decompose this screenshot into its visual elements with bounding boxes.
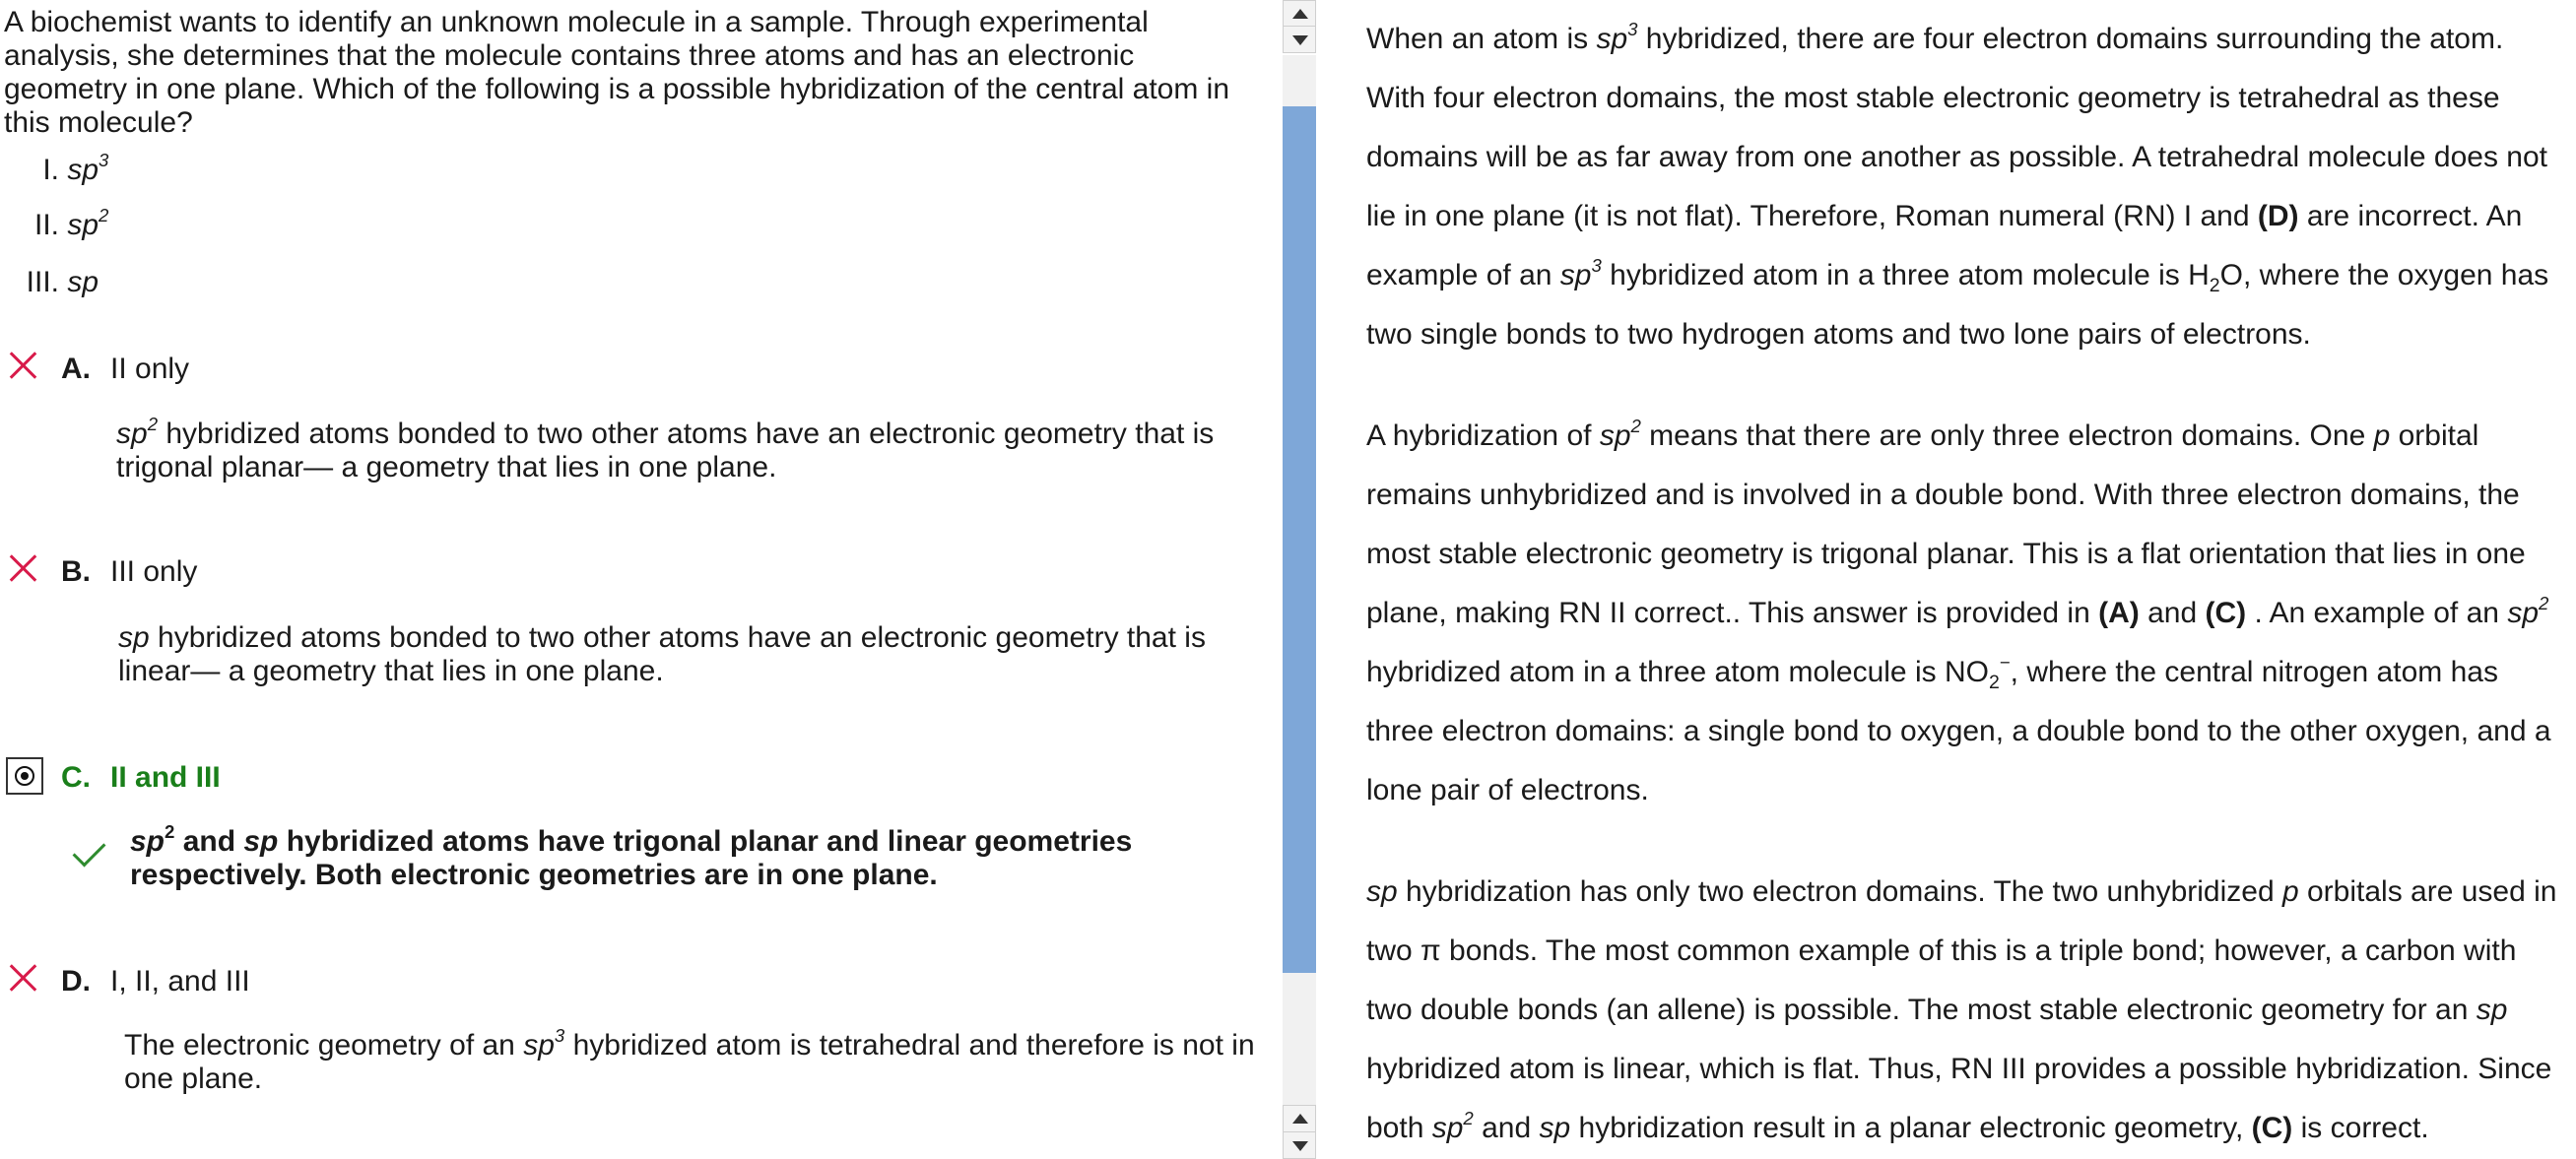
roman-item-ii — [0, 204, 109, 242]
explanation-text: is correct. — [2292, 1112, 2429, 1144]
hybridization-superscript: 2 — [1630, 415, 1641, 436]
roman-item-iii — [0, 266, 99, 299]
explanation-text: hybridized atom is linear, which is flat. Thus, RN III provides a possible hybridization. Since both — [1366, 1053, 2552, 1144]
scroll-down-button[interactable] — [1283, 26, 1316, 53]
question-pane — [0, 0, 1281, 1159]
triangle-up-icon — [1292, 9, 1308, 19]
hybridization-superscript: 2 — [99, 204, 109, 225]
charge-superscript: − — [1999, 651, 2011, 673]
hybridization-label: sp — [67, 154, 99, 186]
choice-a[interactable] — [0, 351, 394, 390]
hybridization-label: sp — [116, 418, 148, 450]
choice-letter: A. — [61, 353, 91, 385]
answer-reference: (A) — [2098, 597, 2140, 629]
choice-text: III only — [110, 555, 198, 588]
explanation-text: A hybridization of — [1366, 419, 1600, 452]
explanation-text: hybridized atom is tetrahedral and therefore is not in one plane. — [124, 1029, 1255, 1095]
explanation-text: orbitals are used in two π bonds. The most common example of this is a triple bond; however, a carbon with two double bonds (an allene) is possible. The most stable electronic geometry for an — [1366, 875, 2557, 1026]
explanation-text: means that there are only three electron domains. One — [1640, 419, 2374, 452]
orbital-label: p — [2373, 419, 2391, 452]
question-stem: A biochemist wants to identify an unknown molecule in a sample. Through experimental analysis, she determines that the molecule contains three atoms and has an electronic geometry in one plane. Which of the following is a possible hybridization of the central atom in this molecule? — [4, 6, 1230, 139]
explanation-paragraph-1 — [1366, 10, 2568, 364]
hybridization-label: sp — [118, 621, 150, 654]
explanation-text: hybridized atoms bonded to two other atoms have an electronic geometry that is linear— a geometry that lies in one plane. — [118, 621, 1206, 687]
subscript: 2 — [2209, 274, 2220, 296]
radio-selected-icon[interactable] — [6, 757, 43, 795]
x-mark-icon — [8, 553, 37, 583]
explanation-text: hybridization has only two electron domains. The two unhybridized — [1397, 875, 2282, 908]
roman-numeral: I. — [42, 154, 59, 186]
choice-b[interactable] — [0, 553, 394, 593]
choice-letter: B. — [61, 555, 91, 588]
explanation-paragraph-2 — [1366, 407, 2568, 820]
explanation-paragraph-3 — [1366, 863, 2568, 1158]
hybridization-superscript: 3 — [1591, 254, 1602, 276]
explanation-text: orbital remains unhybridized and is involved in a double bond. With three electron domains, the most stable electronic geometry is trigonal planar. This is a flat orientation that lies in one plane, making RN II correct.. This answer is provided in — [1366, 419, 2526, 629]
hybridization-superscript: 3 — [1627, 18, 1638, 39]
choice-b-explanation — [118, 621, 1241, 688]
explanation-text: , where the central nitrogen atom has three electron domains: a single bond to oxygen, a double bond to the other oxygen, and a lone pair of electrons. — [1366, 656, 2551, 806]
hybridization-label: sp — [67, 266, 99, 298]
answer-reference: (D) — [2257, 200, 2299, 232]
scroll-up-button[interactable] — [1283, 0, 1316, 28]
hybridization-label: sp — [2507, 597, 2539, 629]
hybridization-label: sp — [1431, 1112, 1464, 1144]
explanation-text: The electronic geometry of an — [124, 1029, 524, 1062]
hybridization-label: sp — [67, 209, 99, 241]
answer-reference: (C) — [2251, 1112, 2293, 1144]
explanation-text: When an atom is — [1366, 23, 1597, 55]
choice-text: II and III — [110, 761, 221, 794]
subscript: 2 — [1988, 671, 2000, 693]
choice-d[interactable] — [0, 963, 394, 1002]
hybridization-label: sp — [243, 825, 279, 858]
choice-c[interactable] — [0, 757, 394, 801]
scroll-thumb[interactable] — [1283, 106, 1316, 973]
explanation-text: and — [1473, 1112, 1540, 1144]
radio-dot — [21, 772, 29, 780]
triangle-down-icon — [1292, 1141, 1308, 1151]
explanation-pane — [1366, 0, 2568, 1159]
hybridization-label: sp — [1366, 875, 1398, 908]
choice-letter: D. — [61, 965, 91, 998]
hybridization-superscript: 2 — [165, 820, 175, 842]
explanation-text: and — [174, 825, 244, 858]
explanation-text: hybridized atom in a three atom molecule is NO — [1366, 656, 1989, 688]
choice-c-explanation — [130, 820, 1253, 892]
choice-text: I, II, and III — [110, 965, 250, 998]
choice-text: II only — [110, 353, 190, 385]
hybridization-superscript: 3 — [99, 149, 109, 170]
hybridization-superscript: 2 — [147, 413, 159, 434]
explanation-text: O, where the oxygen has two single bonds to two hydrogen atoms and two lone pairs of electrons. — [1366, 259, 2549, 351]
explanation-text: . An example of an — [2246, 597, 2508, 629]
orbital-label: p — [2281, 875, 2299, 908]
choice-letter: C. — [61, 761, 91, 794]
radio-ring — [15, 766, 34, 786]
x-mark-icon — [8, 963, 37, 993]
explanation-text: hybridized atom in a three atom molecule is H — [1601, 259, 2210, 291]
scroll-up-button-bottom[interactable] — [1283, 1105, 1316, 1132]
explanation-text: are incorrect. An example of an — [1366, 200, 2523, 291]
explanation-text: hybridization result in a planar electronic geometry, — [1570, 1112, 2252, 1144]
triangle-up-icon — [1292, 1114, 1308, 1124]
hybridization-superscript: 3 — [554, 1024, 565, 1046]
scroll-down-button-bottom[interactable] — [1283, 1131, 1316, 1159]
hybridization-superscript: 2 — [2539, 592, 2549, 613]
hybridization-superscript: 2 — [1463, 1107, 1474, 1128]
roman-item-i — [0, 149, 109, 187]
explanation-scrollbar[interactable] — [1281, 0, 1318, 1159]
hybridization-label: sp — [1559, 259, 1592, 291]
explanation-text: hybridized atoms have trigonal planar and linear geometries respectively. Both electronic geometries are in one plane. — [130, 825, 1133, 891]
answer-reference: (C) — [2205, 597, 2247, 629]
x-mark-icon — [8, 351, 37, 380]
hybridization-label: sp — [523, 1029, 555, 1062]
hybridization-label: sp — [1599, 419, 1631, 452]
roman-numeral: II. — [33, 209, 59, 241]
hybridization-label: sp — [1596, 23, 1628, 55]
check-mark-icon — [77, 835, 110, 859]
triangle-down-icon — [1292, 35, 1308, 45]
explanation-text: hybridized, there are four electron domains surrounding the atom. With four electron domains, the most stable electronic geometry is tetrahedral as these domains will be as far away from one another as possible. A tetrahedral molecule does not lie in one plane (it is not flat). Therefore, Roman numeral (RN) I and — [1366, 23, 2548, 232]
hybridization-label: sp — [2476, 994, 2508, 1026]
explanation-text: hybridized atoms bonded to two other atoms have an electronic geometry that is trigonal planar— a geometry that lies in one plane. — [116, 418, 1215, 483]
explanation-text: and — [2139, 597, 2206, 629]
hybridization-label: sp — [1539, 1112, 1571, 1144]
choice-a-explanation — [116, 413, 1259, 484]
hybridization-label: sp — [130, 825, 165, 858]
roman-numeral: III. — [26, 266, 59, 298]
choice-d-explanation — [124, 1024, 1267, 1096]
